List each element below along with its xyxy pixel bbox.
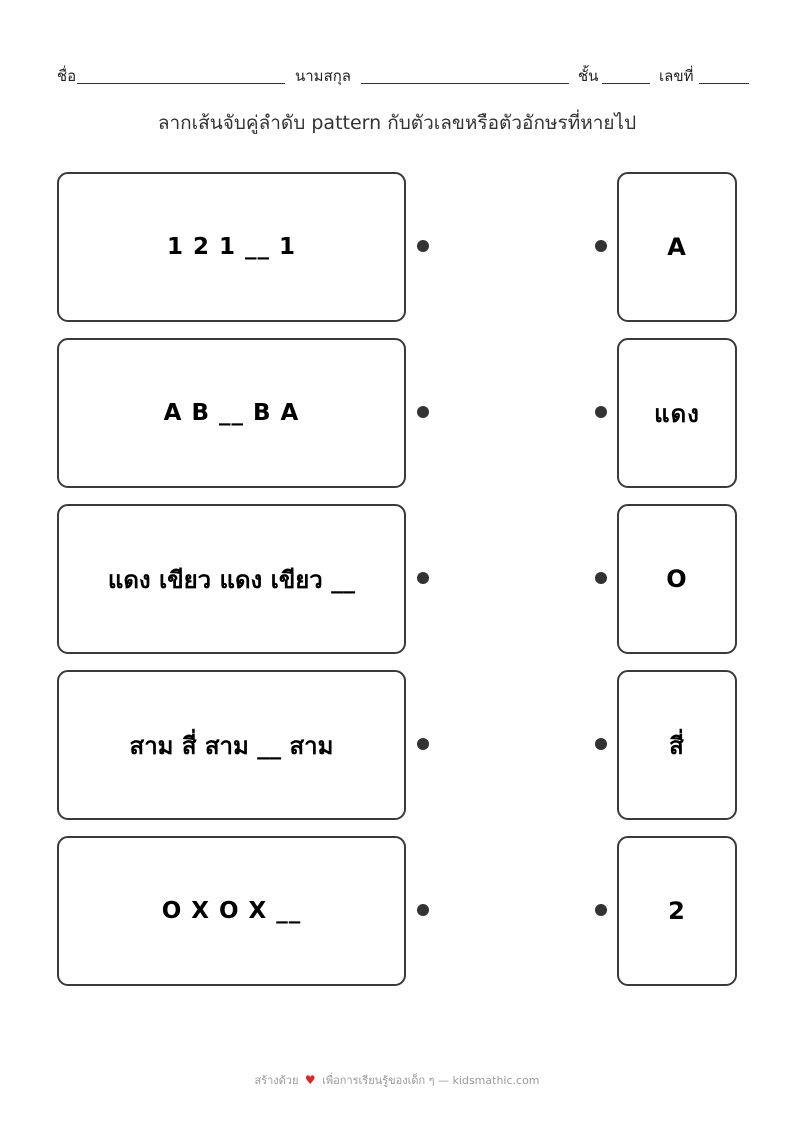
answer-text: 2 <box>668 897 686 925</box>
answer-card-4 <box>617 670 737 820</box>
right-connector-dot-2[interactable] <box>595 406 607 418</box>
number-label: เลขที่ <box>659 68 694 85</box>
left-connector-dot-1[interactable] <box>417 240 429 252</box>
answer-card-2 <box>617 338 737 488</box>
instruction-text: ลากเส้นจับคู่ลำดับ pattern กับตัวเลขหรือตัวอักษรที่หายไป <box>157 112 637 134</box>
answer-text: สี่ <box>669 731 685 760</box>
pattern-card-4 <box>57 670 406 820</box>
pattern-card-5 <box>57 836 406 986</box>
answer-card-3 <box>617 504 737 654</box>
answer-text: A <box>667 233 687 261</box>
footer-suffix: เพื่อการเรียนรู้ของเด็ก ๆ — kidsmathic.com <box>322 1074 540 1087</box>
pattern-text: สาม สี่ สาม __ สาม <box>129 731 334 760</box>
right-connector-dot-3[interactable] <box>595 572 607 584</box>
pattern-text: 1 2 1 __ 1 <box>166 234 297 260</box>
heart-icon: ♥ <box>304 1073 316 1087</box>
name-label: ชื่อ <box>57 68 77 85</box>
right-connector-dot-1[interactable] <box>595 240 607 252</box>
answer-text: แดง <box>654 399 700 428</box>
answer-text: O <box>666 565 688 593</box>
pattern-text: O X O X __ <box>161 898 302 924</box>
left-connector-dot-4[interactable] <box>417 738 429 750</box>
pattern-text: แดง เขียว แดง เขียว __ <box>107 565 356 594</box>
pattern-text: A B __ B A <box>163 400 300 426</box>
surname-label: นามสกุล <box>295 68 351 85</box>
class-label: ชั้น <box>578 68 599 85</box>
pattern-card-3 <box>57 504 406 654</box>
left-connector-dot-3[interactable] <box>417 572 429 584</box>
pattern-card-2 <box>57 338 406 488</box>
pattern-card-1 <box>57 172 406 322</box>
right-connector-dot-5[interactable] <box>595 904 607 916</box>
answer-card-1 <box>617 172 737 322</box>
right-connector-dot-4[interactable] <box>595 738 607 750</box>
surname-field[interactable] <box>361 83 569 84</box>
student-info-row <box>57 64 749 86</box>
name-field[interactable] <box>77 83 285 84</box>
left-connector-dot-2[interactable] <box>417 406 429 418</box>
answer-card-5 <box>617 836 737 986</box>
left-connector-dot-5[interactable] <box>417 904 429 916</box>
class-field[interactable] <box>602 83 650 84</box>
footer <box>0 1071 794 1089</box>
number-field[interactable] <box>699 83 749 84</box>
footer-prefix: สร้างด้วย <box>254 1074 299 1087</box>
